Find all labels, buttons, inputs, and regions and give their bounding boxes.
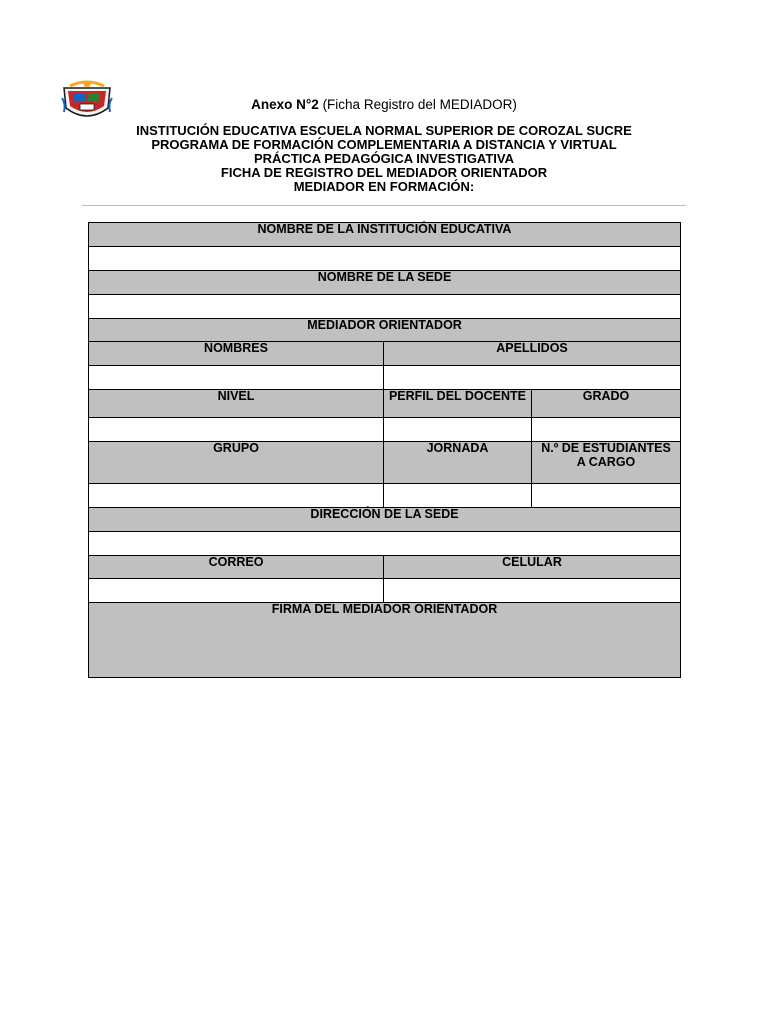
field-shift[interactable] (384, 484, 532, 508)
field-campus-name[interactable] (89, 295, 681, 319)
label-institution-name: NOMBRE DE LA INSTITUCIÓN EDUCATIVA (89, 223, 681, 247)
label-first-names: NOMBRES (89, 342, 384, 366)
heading-line-trainee: MEDIADOR EN FORMACIÓN: (293, 179, 475, 194)
label-email: CORREO (89, 556, 384, 579)
label-campus-name: NOMBRE DE LA SEDE (89, 271, 681, 295)
field-institution-name[interactable] (89, 247, 681, 271)
heading-line-institution: INSTITUCIÓN EDUCATIVA ESCUELA NORMAL SUPERIOR DE COROZAL SUCRE (136, 123, 632, 138)
field-last-names[interactable] (384, 366, 681, 390)
signature-box[interactable] (89, 603, 681, 678)
field-teacher-profile[interactable] (384, 418, 532, 442)
annex-subtitle: (Ficha Registro del MEDIADOR) (322, 97, 517, 112)
heading-divider (82, 205, 686, 206)
label-grade: GRADO (532, 390, 681, 418)
document-heading (0, 124, 768, 194)
label-signature: FIRMA DEL MEDIADOR ORIENTADOR (271, 602, 498, 616)
field-students-count[interactable] (532, 484, 681, 508)
registration-form-table (88, 222, 681, 678)
label-mediator-section: MEDIADOR ORIENTADOR (89, 319, 681, 342)
heading-line-practice: PRÁCTICA PEDAGÓGICA INVESTIGATIVA (253, 151, 514, 166)
field-cellphone[interactable] (384, 579, 681, 603)
label-teacher-profile: PERFIL DEL DOCENTE (384, 390, 532, 418)
label-level: NIVEL (89, 390, 384, 418)
label-students-count: N.º DE ESTUDIANTES A CARGO (532, 442, 681, 484)
label-campus-address: DIRECCIÓN DE LA SEDE (89, 508, 681, 532)
heading-line-program: PROGRAMA DE FORMACIÓN COMPLEMENTARIA A DISTANCIA Y VIRTUAL (151, 137, 617, 152)
field-campus-address[interactable] (89, 532, 681, 556)
annex-number: Anexo N°2 (251, 97, 319, 112)
field-group[interactable] (89, 484, 384, 508)
field-email[interactable] (89, 579, 384, 603)
label-group: GRUPO (89, 442, 384, 484)
label-shift: JORNADA (384, 442, 532, 484)
heading-line-form-title: FICHA DE REGISTRO DEL MEDIADOR ORIENTADOR (220, 165, 548, 180)
annex-title (0, 97, 768, 112)
field-grade[interactable] (532, 418, 681, 442)
field-level[interactable] (89, 418, 384, 442)
label-cellphone: CELULAR (384, 556, 681, 579)
field-first-names[interactable] (89, 366, 384, 390)
label-last-names: APELLIDOS (384, 342, 681, 366)
